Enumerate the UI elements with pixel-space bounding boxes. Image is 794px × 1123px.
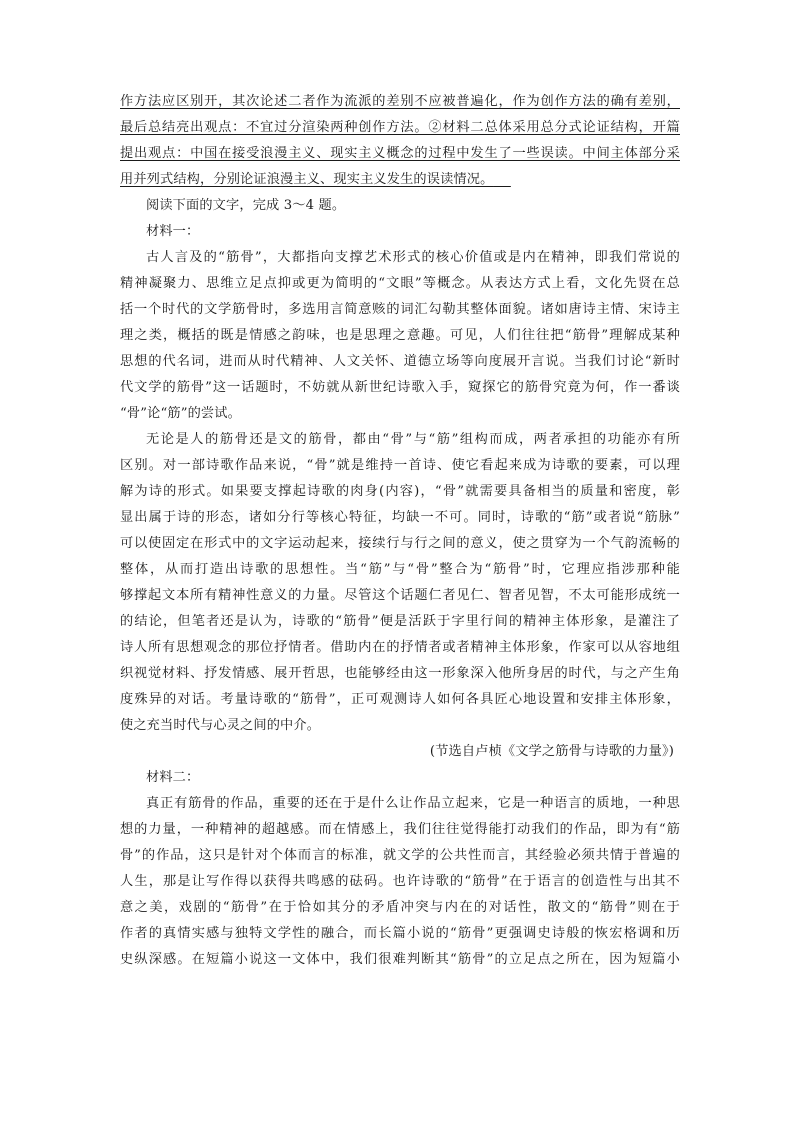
paragraph-line: “骨”论“筋”的尝试。 bbox=[120, 406, 241, 421]
reading-instruction: 阅读下面的文字，完成 3～4 题。 bbox=[146, 198, 346, 213]
paragraph-line: 真正有筋骨的作品，重要的还在于是什么让作品立起来，它是一种语言的质地，一种思 bbox=[146, 796, 680, 811]
answer-line: 作方法应区别开，其次论述二者作为流派的差别不应被普遍化，作为创作方法的确有差别， bbox=[120, 94, 680, 109]
paragraph-line: 的结论，但笔者还是认为，诗歌的“筋骨”便是活跃于字里行间的精神主体形象，是灌注了 bbox=[120, 614, 680, 629]
material-one-heading: 材料一： bbox=[146, 224, 200, 239]
paragraph-line: 思想的代名词，进而从时代精神、人文关怀、道德立场等向度展开言说。当我们讨论“新时 bbox=[120, 354, 680, 369]
material-two-paragraph-1 bbox=[120, 791, 680, 973]
paragraph-line: 骨”的作品，这只是针对个体而言的标准，就文学的公共性而言，其经验必须共情于普遍的 bbox=[120, 848, 680, 863]
paragraph-line: 意之美，戏剧的“筋骨”在于恰如其分的矛盾冲突与内在的对话性，散文的“筋骨”则在于 bbox=[120, 900, 680, 915]
paragraph-line: 精神凝聚力、思维立足点抑或更为简明的“文眼”等概念。从表达方式上看，文化先贤在总 bbox=[120, 276, 680, 291]
paragraph-line: 区别。对一部诗歌作品来说，“骨”就是维持一首诗、使它看起来成为诗歌的要素，可以理 bbox=[120, 458, 680, 473]
paragraph-line: 度殊异的对话。考量诗歌的“筋骨”，正可观测诗人如何各具匠心地设置和安排主体形象， bbox=[120, 692, 680, 707]
paragraph-line: 诗人所有思想观念的那位抒情者。借助内在的抒情者或者精神主体形象，作家可以从容地组 bbox=[120, 640, 680, 655]
answer-line: 最后总结亮出观点：不宜过分渲染两种创作方法。②材料二总体采用总分式论证结构，开篇 bbox=[120, 120, 680, 135]
paragraph-line: 解为诗的形式。如果要支撑起诗歌的肉身(内容)，“骨”就需要具备相当的质量和密度，彰 bbox=[120, 484, 680, 499]
answer-line: 提出观点：中国在接受浪漫主义、现实主义概念的过程中发生了一些误读。中间主体部分采 bbox=[120, 146, 680, 161]
answer-line-last: 用并列式结构，分别论证浪漫主义、现实主义发生的误读情况。 bbox=[120, 172, 494, 187]
paragraph-line: 够撑起文本所有精神性意义的力量。尽管这个话题仁者见仁、智者见智，不太可能形成统一 bbox=[120, 588, 680, 603]
paragraph-line: 古人言及的“筋骨”，大都指向支撑艺术形式的核心价值或是内在精神，即我们常说的 bbox=[146, 250, 680, 265]
paragraph-line: 使之充当时代与心灵之间的中介。 bbox=[120, 718, 321, 733]
paragraph-line: 括一个时代的文学筋骨时，多选用言简意赅的词汇勾勒其整体面貌。诸如唐诗主情、宋诗主 bbox=[120, 302, 680, 317]
paragraph-line: 人生，那是让写作得以获得共鸣感的砝码。也许诗歌的“筋骨”在于语言的创造性与出其不 bbox=[120, 874, 680, 889]
paragraph-line: 织视觉材料、抒发情感、展开哲思，也能够经由这一形象深入他所身居的时代，与之产生角 bbox=[120, 666, 680, 681]
document-page bbox=[120, 89, 680, 973]
paragraph-line: 代文学的筋骨”这一话题时，不妨就从新世纪诗歌入手，窥探它的筋骨究竟为何，作一番谈 bbox=[120, 380, 680, 395]
paragraph-line: 整体，从而打造出诗歌的思想性。当“筋”与“骨”整合为“筋骨”时，它理应指涉那种能 bbox=[120, 562, 680, 577]
material-one-paragraph-1 bbox=[120, 245, 680, 427]
paragraph-line: 作者的真情实感与独特文学性的融合，而长篇小说的“筋骨”更强调史诗般的恢宏格调和历 bbox=[120, 926, 680, 941]
material-one-paragraph-2 bbox=[120, 427, 680, 739]
material-one-source: (节选自卢桢《文学之筋骨与诗歌的力量》) bbox=[429, 744, 674, 759]
paragraph-line: 无论是人的筋骨还是文的筋骨，都由“骨”与“筋”组构而成，两者承担的功能亦有所 bbox=[146, 432, 680, 447]
paragraph-line: 史纵深感。在短篇小说这一文体中，我们很难判断其“筋骨”的立足点之所在，因为短篇小 bbox=[120, 952, 680, 967]
paragraph-line: 可以使固定在形式中的文字运动起来，接续行与行之间的意义，使之贯穿为一个气韵流畅的 bbox=[120, 536, 680, 551]
paragraph-line: 理之类，概括的既是情感之韵味，也是思理之意趣。可见，人们往往把“筋骨”理解成某种 bbox=[120, 328, 680, 343]
material-two-heading: 材料二： bbox=[146, 770, 200, 785]
answer-block bbox=[120, 89, 680, 193]
paragraph-line: 显出属于诗的形态，诸如分行等核心特征，均缺一不可。同时，诗歌的“筋”或者说“筋脉” bbox=[120, 510, 680, 525]
paragraph-line: 想的力量，一种精神的超越感。而在情感上，我们往往觉得能打动我们的作品，即为有“筋 bbox=[120, 822, 680, 837]
